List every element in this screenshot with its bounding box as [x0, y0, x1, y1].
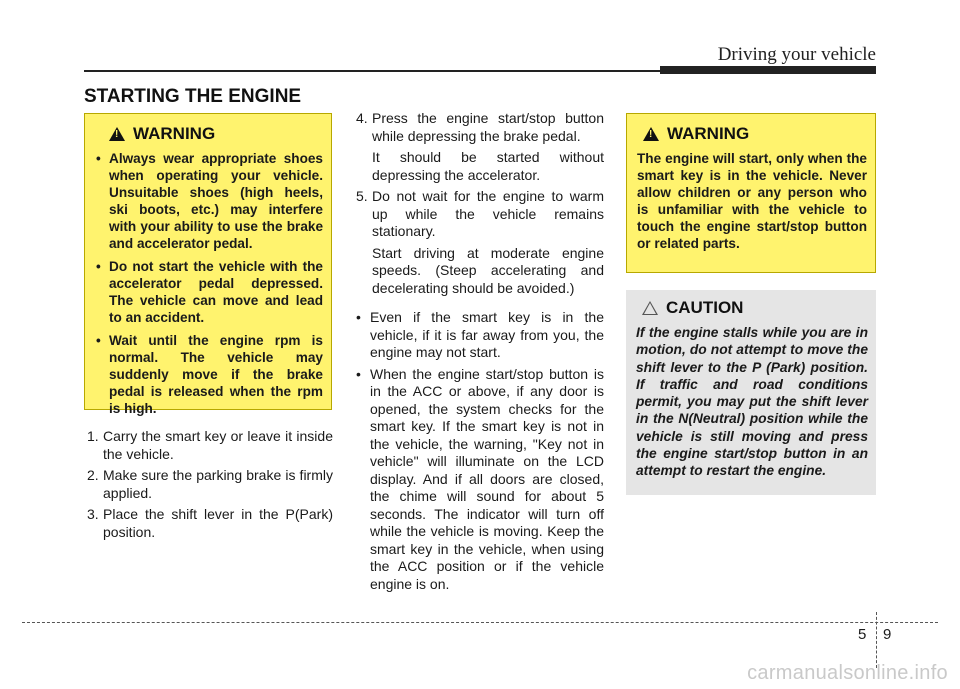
warning-item: • Do not start the vehicle with the accelerator pedal depressed. The vehicle can move and lead to an accident.	[95, 258, 323, 326]
step-item: 1. Carry the smart key or leave it inside the vehicle.	[87, 428, 333, 462]
caution-box	[626, 290, 876, 495]
warning-heading: ! WARNING	[109, 124, 323, 144]
footer-rule	[22, 622, 938, 623]
bullet-item: • When the engine start/stop button is in the ACC or above, if any door is opened, the system checks for the smart key. If the smart key is not in the vehicle, the warning, "Key not in vehicle" will illuminate on the LCD display. And if all doors are closed, the chime will sound for about 5 seconds. The indicator will turn off while the vehicle is moving. Keep the smart key in the vehicle, when using the ACC position or if the vehicle engine is on.	[356, 365, 604, 592]
step-item: 3. Place the shift lever in the P(Park) position.	[87, 506, 333, 540]
warning-heading: ! WARNING	[643, 124, 867, 144]
warning-item: • Wait until the engine rpm is normal. The vehicle may suddenly move if the brake pedal is released when the rpm is high.	[95, 332, 323, 417]
caution-text: If the engine stalls while you are in motion, do not attempt to move the shift lever to the P (Park) position. If traffic and road conditions permit, you may put the shift lever in the N(Neutral) position while the vehicle is still moving and press the engine start/stop button in an attempt to restart the engine.	[636, 325, 868, 479]
bullet-item: • Even if the smart key is in the vehicle, if it is far away from you, the engine may not start.	[356, 309, 604, 360]
watermark: carmanualsonline.info	[747, 662, 948, 684]
caution-icon	[642, 301, 658, 315]
step-note: Start driving at moderate engine speeds. (Steep accelerating and decelerating should be avoided.)	[372, 244, 604, 296]
step-note: It should be started without depressing the accelerator.	[372, 149, 604, 183]
chapter-number: 5	[858, 626, 867, 643]
warning-icon	[643, 127, 659, 141]
footer-divider	[876, 612, 877, 668]
step-item: 4. Press the engine start/stop button while depressing the brake pedal.	[356, 110, 604, 144]
caution-heading: CAUTION	[642, 298, 868, 318]
chapter-header: Driving your vehicle	[717, 44, 876, 65]
warning-text: The engine will start, only when the smart key is in the vehicle. Never allow children or any person who is unfamiliar with the vehicle to touch the engine start/stop button or related parts.	[637, 151, 867, 251]
page-title: STARTING THE ENGINE	[84, 86, 302, 107]
warning-icon	[109, 127, 125, 141]
warning-item: • Always wear appropriate shoes when operating your vehicle. Unsuitable shoes (high heels, ski boots, etc.) may interfere with your ability to use the brake and accelerator pedal.	[95, 150, 323, 252]
warning-box-left	[84, 113, 332, 416]
header-rule	[84, 70, 660, 72]
steps-left	[87, 428, 333, 545]
page-number: 9	[883, 626, 892, 643]
step-item: 5. Do not wait for the engine to warm up while the vehicle remains stationary.	[356, 188, 604, 239]
warning-list	[95, 150, 323, 417]
warning-box-right	[626, 113, 876, 273]
header-bar	[660, 66, 876, 74]
step-item: 2. Make sure the parking brake is firmly applied.	[87, 467, 333, 501]
steps-middle	[356, 110, 604, 597]
